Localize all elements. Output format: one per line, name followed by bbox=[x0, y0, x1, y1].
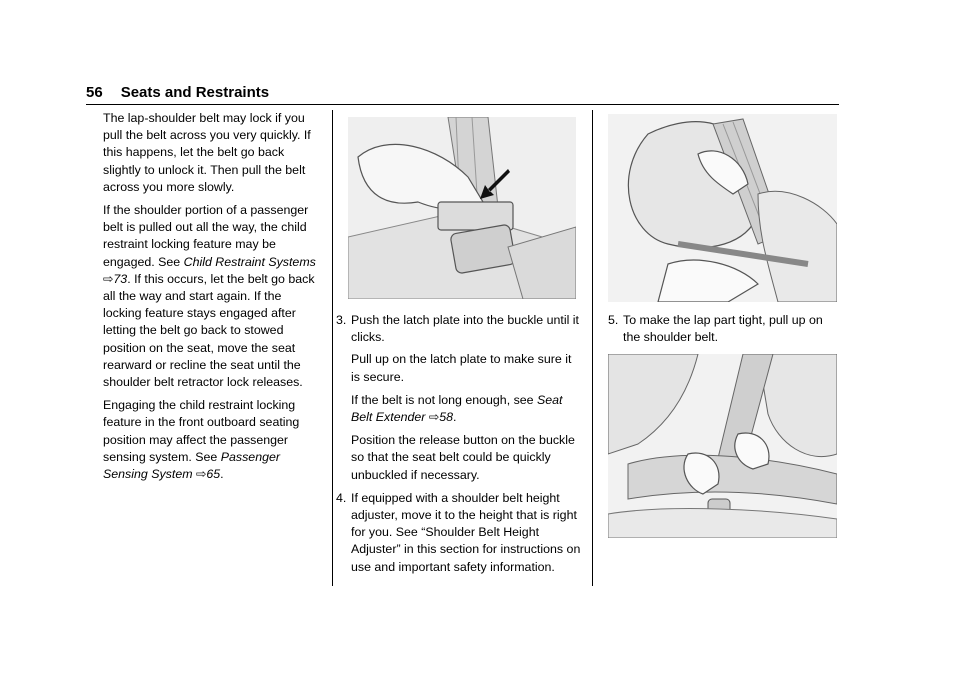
link-passenger-sensing-system[interactable]: Passenger Sensing System bbox=[103, 449, 281, 482]
link-child-restraint-systems[interactable]: Child Restraint Systems bbox=[183, 254, 316, 269]
step-5: 5. To make the lap part tight, pull up on the shoulder belt. bbox=[608, 313, 823, 345]
buckle-latch-drawing bbox=[348, 117, 576, 299]
column-divider-right bbox=[592, 110, 593, 586]
page-ref-arrow-icon: ⇨ bbox=[428, 410, 440, 425]
link-seat-belt-extender[interactable]: Seat Belt Extender bbox=[351, 392, 563, 425]
step-3-release: Position the release button on the buckle so that the seat belt could be quickly unbuckled if necessary. bbox=[351, 433, 575, 482]
step-3-secure: Pull up on the latch plate to make sure it is secure. bbox=[351, 352, 572, 384]
page-number: 56 bbox=[86, 84, 103, 101]
shoulder-belt-illustration bbox=[608, 114, 837, 302]
shoulder-belt-drawing bbox=[608, 114, 837, 302]
buckle-latch-illustration bbox=[348, 117, 576, 299]
section-title: Seats and Restraints bbox=[120, 84, 270, 101]
step-3: 3. Push the latch plate into the buckle until it clicks. bbox=[336, 313, 579, 345]
column-3 bbox=[608, 312, 836, 346]
step-4: 4. If equipped with a shoulder belt height adjuster, move it to the height that is right for you. See “Shoulder Belt Height Adjuster” in this section for instructions on use and important safety information. bbox=[336, 490, 581, 574]
column-1 bbox=[103, 110, 318, 489]
lap-belt-drawing bbox=[608, 354, 837, 538]
column-divider-left bbox=[332, 110, 333, 586]
header-rule bbox=[86, 104, 839, 105]
page-header bbox=[86, 84, 269, 101]
lap-belt-tighten-illustration bbox=[608, 354, 837, 538]
column-2 bbox=[336, 312, 582, 576]
paragraph-passenger-sensing: Engaging the child restraint locking feature in the front outboard seating position may affect the passenger sensing system. See Passenger Sensing System ⇨65. bbox=[103, 398, 300, 482]
paragraph-child-restraint-lock: If the shoulder portion of a passenger belt is pulled out all the way, the child restraint locking feature may be engaged. See Child Restraint Systems ⇨73. If this occurs, let the belt go back all the way and start again. If the locking feature stays engaged after letting the belt go back to stowed position on the seat, move the seat rearward or recline the seat until the shoulder belt retractor lock releases. bbox=[103, 203, 316, 390]
step-3-extender: If the belt is not long enough, see Seat Belt Extender ⇨58. bbox=[351, 392, 563, 425]
page-ref-arrow-icon: ⇨ bbox=[103, 271, 114, 286]
page-ref-73[interactable]: 73 bbox=[113, 271, 128, 286]
paragraph-belt-lock: The lap-shoulder belt may lock if you pull the belt across you very quickly. If this happens, let the belt go back slightly to unlock it. Then pull the belt across you more slowly. bbox=[103, 111, 311, 194]
page-ref-arrow-icon: ⇨ bbox=[195, 467, 207, 482]
page-ref-65[interactable]: 65 bbox=[206, 467, 221, 482]
page-ref-58[interactable]: 58 bbox=[439, 410, 454, 425]
